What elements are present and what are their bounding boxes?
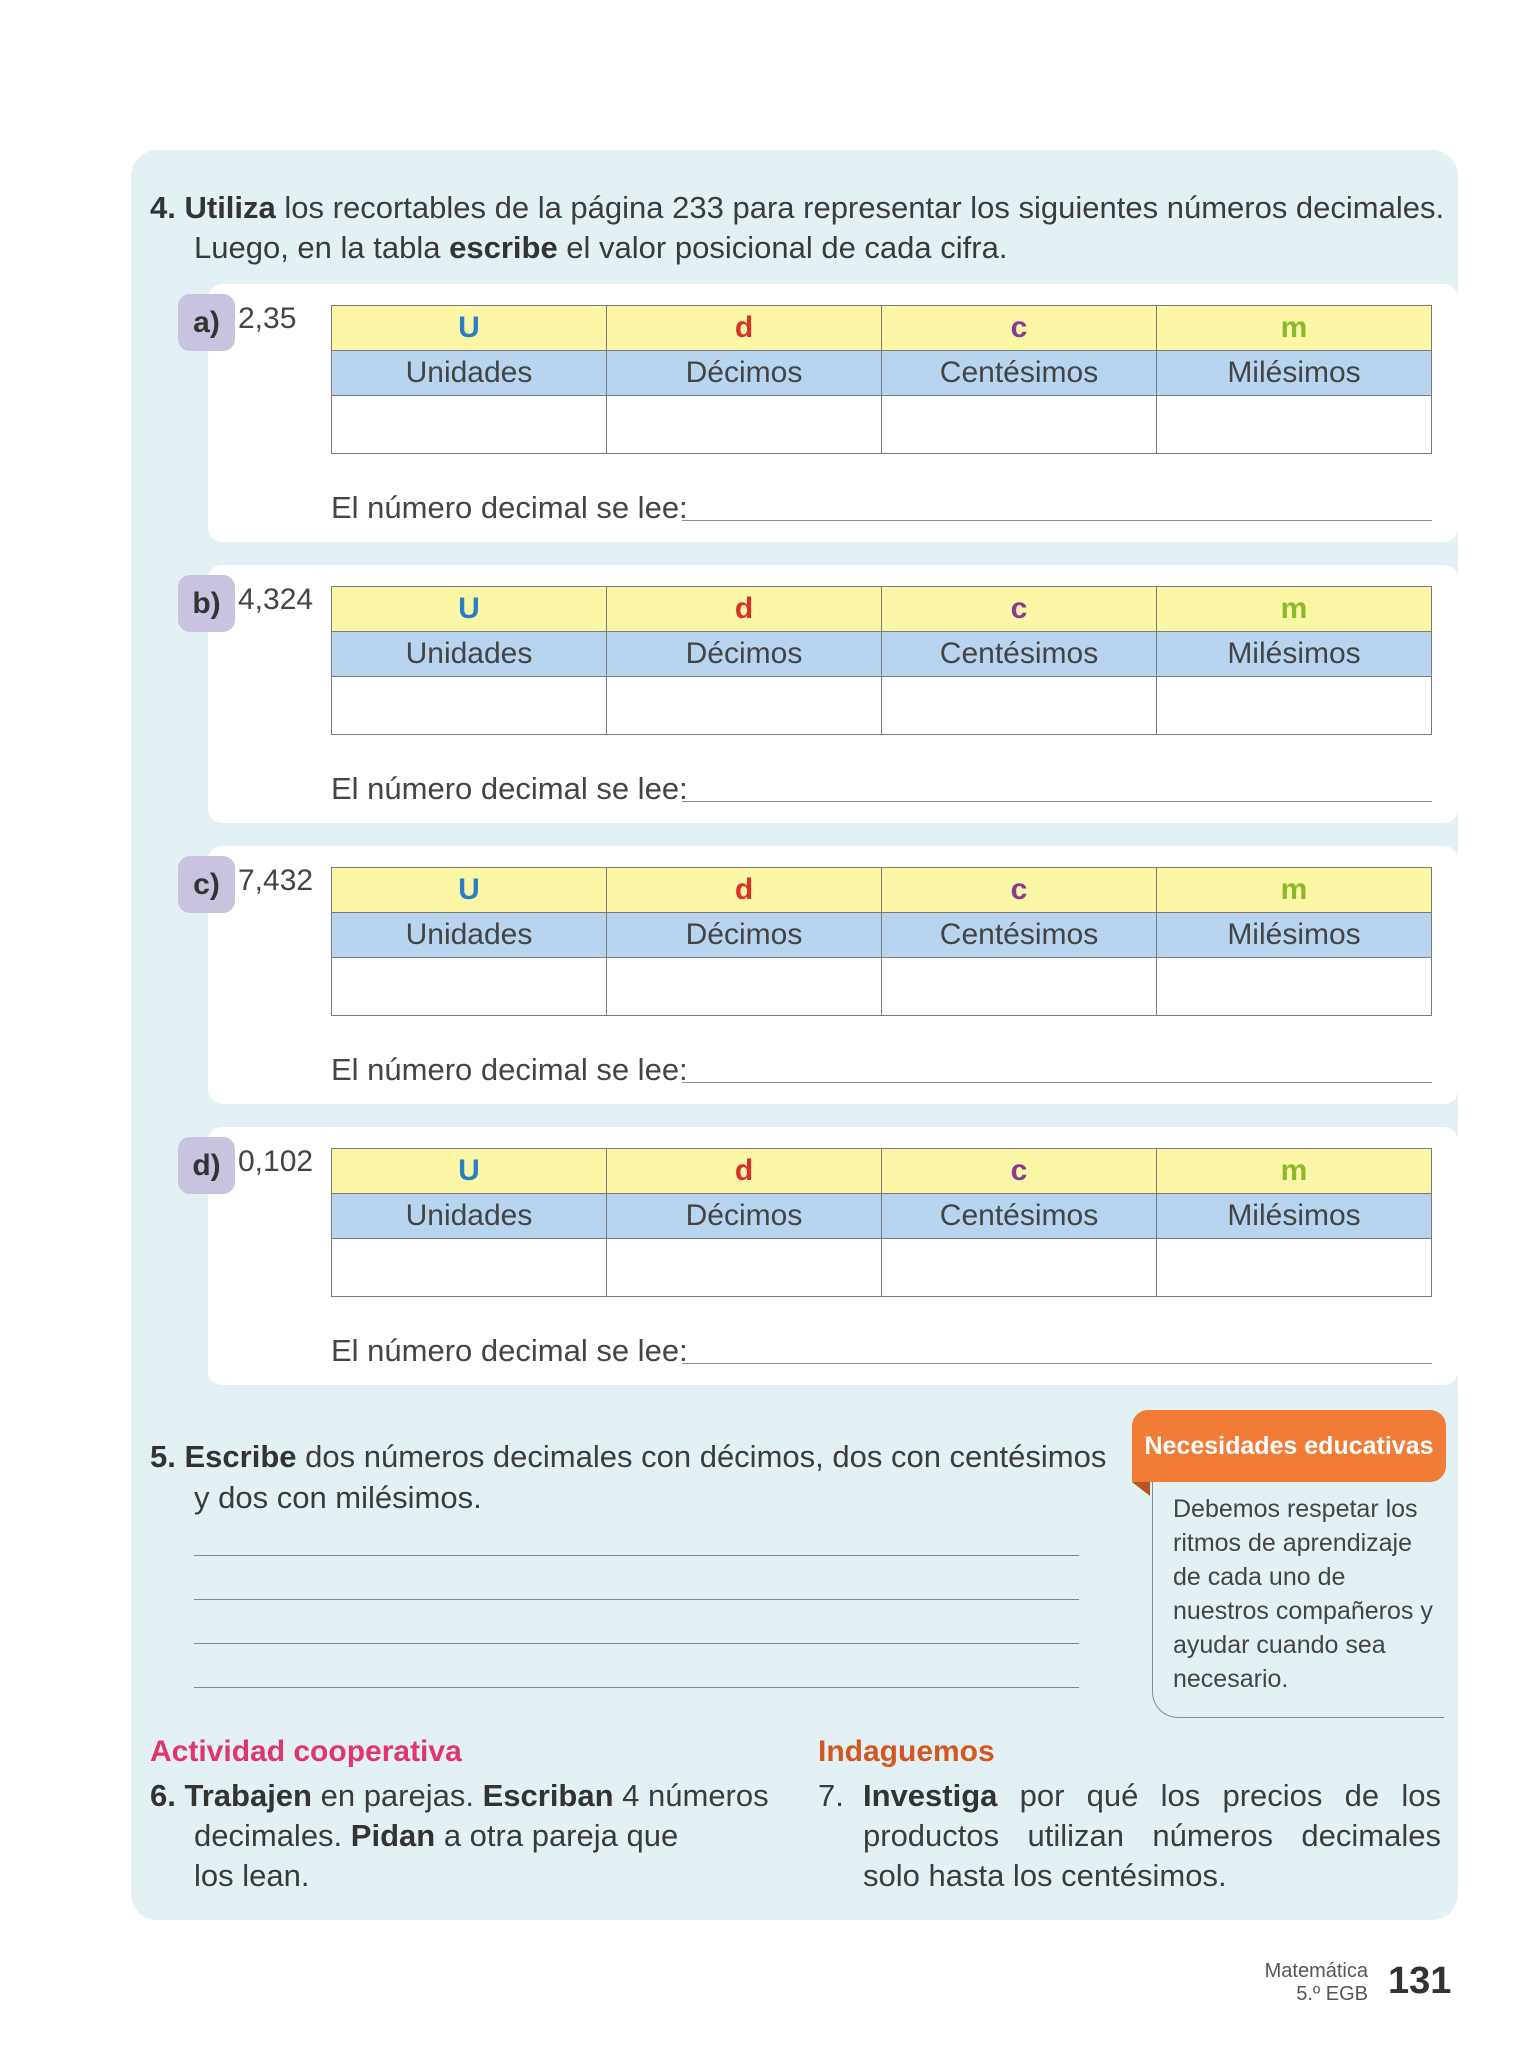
reads-label-d: El número decimal se lee:: [331, 1333, 688, 1368]
place-value-table-a: [331, 305, 1432, 454]
symbol-tenths: d: [607, 306, 882, 351]
header-units: Unidades: [332, 1194, 607, 1239]
item-letter-d: d): [178, 1137, 235, 1194]
page-number: 131: [1388, 1960, 1452, 2002]
answer-line-b[interactable]: [682, 801, 1432, 802]
item-letter-c: c): [178, 856, 235, 913]
reads-label-c: El número decimal se lee:: [331, 1052, 688, 1087]
answer-cell-thousandths[interactable]: [1157, 1239, 1432, 1297]
q5-answer-line-3[interactable]: [194, 1643, 1079, 1644]
q4-verb-escribe: escribe: [449, 230, 558, 265]
answer-cell-tenths[interactable]: [607, 1239, 882, 1297]
answer-cell-hundredths[interactable]: [882, 958, 1157, 1016]
reads-label-a: El número decimal se lee:: [331, 490, 688, 525]
item-number-a: 2,35: [238, 302, 297, 335]
symbol-units: U: [332, 306, 607, 351]
symbol-units: U: [332, 1149, 607, 1194]
header-tenths: Décimos: [607, 351, 882, 396]
note-title: Necesidades educativas: [1132, 1410, 1446, 1482]
educational-needs-note: [1132, 1410, 1446, 1718]
header-hundredths: Centésimos: [882, 913, 1157, 958]
symbol-thousandths: m: [1157, 868, 1432, 913]
place-value-table-c: [331, 867, 1432, 1016]
answer-cell-tenths[interactable]: [607, 396, 882, 454]
q4-verb-utiliza: Utiliza: [184, 190, 276, 225]
q7-text-block: [863, 1776, 1441, 1896]
q6-line-3: los lean.: [194, 1858, 310, 1893]
answer-cell-hundredths[interactable]: [882, 396, 1157, 454]
answer-cell-units[interactable]: [332, 677, 607, 735]
answer-cell-units[interactable]: [332, 958, 607, 1016]
q6-text-1: en parejas.: [311, 1778, 483, 1813]
q4-line-1: [150, 188, 1444, 228]
q5-answer-line-2[interactable]: [194, 1599, 1079, 1600]
place-value-table-d: [331, 1148, 1432, 1297]
q6-line-2: [194, 1816, 678, 1856]
answer-cell-hundredths[interactable]: [882, 1239, 1157, 1297]
q7-number: 7.: [818, 1778, 844, 1813]
item-letter-b: b): [178, 575, 235, 632]
q5-answer-line-4[interactable]: [194, 1687, 1079, 1688]
answer-cell-units[interactable]: [332, 1239, 607, 1297]
header-thousandths: Milésimos: [1157, 1194, 1432, 1239]
q6-text-3b: a otra pareja que: [435, 1818, 679, 1853]
item-number-d: 0,102: [238, 1145, 314, 1178]
answer-line-c[interactable]: [682, 1082, 1432, 1083]
note-body: Debemos respetar los ritmos de aprendizaje de cada uno de nuestros compañeros y ayudar cuando sea necesario.: [1152, 1482, 1444, 1718]
section-title-cooperative: Actividad cooperativa: [150, 1735, 462, 1768]
symbol-hundredths: c: [882, 587, 1157, 632]
answer-cell-thousandths[interactable]: [1157, 958, 1432, 1016]
symbol-hundredths: c: [882, 868, 1157, 913]
q5-answer-line-1[interactable]: [194, 1555, 1079, 1556]
item-number-b: 4,324: [238, 583, 314, 616]
symbol-tenths: d: [607, 868, 882, 913]
q6-line-1: [150, 1776, 769, 1816]
header-thousandths: Milésimos: [1157, 351, 1432, 396]
header-units: Unidades: [332, 913, 607, 958]
header-hundredths: Centésimos: [882, 1194, 1157, 1239]
answer-line-a[interactable]: [682, 520, 1432, 521]
symbol-hundredths: c: [882, 1149, 1157, 1194]
header-units: Unidades: [332, 632, 607, 677]
symbol-units: U: [332, 868, 607, 913]
q5-line-2: y dos con milésimos.: [194, 1480, 482, 1515]
note-fold: [1132, 1482, 1150, 1496]
footer-grade: 5.º EGB: [1296, 1983, 1368, 2005]
symbol-thousandths: m: [1157, 1149, 1432, 1194]
q6-verb-trabajen: Trabajen: [184, 1778, 312, 1813]
q5-line-1: [150, 1437, 1106, 1477]
q4-text-1: los recortables de la página 233 para representar los siguientes números decimales.: [275, 190, 1445, 225]
q6-text-3a: decimales.: [194, 1818, 351, 1853]
symbol-thousandths: m: [1157, 587, 1432, 632]
q6-verb-pidan: Pidan: [350, 1818, 436, 1853]
q6-number: 6.: [150, 1778, 176, 1813]
symbol-tenths: d: [607, 587, 882, 632]
item-letter-a: a): [178, 294, 235, 351]
q6-text-2: 4 números: [613, 1778, 769, 1813]
answer-line-d[interactable]: [682, 1363, 1432, 1364]
answer-cell-tenths[interactable]: [607, 677, 882, 735]
q7-text: por qué los precios de los productos utilizan números decimales solo hasta los centésimos.: [863, 1778, 1441, 1893]
q4-text-2a: Luego, en la tabla: [194, 230, 450, 265]
answer-cell-thousandths[interactable]: [1157, 396, 1432, 454]
answer-cell-units[interactable]: [332, 396, 607, 454]
q5-text-1: dos números decimales con décimos, dos con centésimos: [296, 1439, 1107, 1474]
footer-subject: Matemática: [1264, 1960, 1368, 1982]
item-number-c: 7,432: [238, 864, 314, 897]
symbol-hundredths: c: [882, 306, 1157, 351]
q4-line-2: [194, 228, 1007, 268]
answer-cell-tenths[interactable]: [607, 958, 882, 1016]
reads-label-b: El número decimal se lee:: [331, 771, 688, 806]
q5-number: 5.: [150, 1439, 176, 1474]
header-units: Unidades: [332, 351, 607, 396]
header-hundredths: Centésimos: [882, 351, 1157, 396]
place-value-table-b: [331, 586, 1432, 735]
header-hundredths: Centésimos: [882, 632, 1157, 677]
header-tenths: Décimos: [607, 1194, 882, 1239]
answer-cell-thousandths[interactable]: [1157, 677, 1432, 735]
symbol-thousandths: m: [1157, 306, 1432, 351]
header-thousandths: Milésimos: [1157, 913, 1432, 958]
symbol-tenths: d: [607, 1149, 882, 1194]
symbol-units: U: [332, 587, 607, 632]
header-thousandths: Milésimos: [1157, 632, 1432, 677]
q6-verb-escriban: Escriban: [482, 1778, 614, 1813]
header-tenths: Décimos: [607, 913, 882, 958]
q7-verb-investiga: Investiga: [863, 1778, 998, 1813]
q4-text-2b: el valor posicional de cada cifra.: [557, 230, 1008, 265]
section-title-inquiry: Indaguemos: [818, 1735, 995, 1768]
q5-verb-escribe: Escribe: [184, 1439, 297, 1474]
q4-number: 4.: [150, 190, 176, 225]
header-tenths: Décimos: [607, 632, 882, 677]
answer-cell-hundredths[interactable]: [882, 677, 1157, 735]
